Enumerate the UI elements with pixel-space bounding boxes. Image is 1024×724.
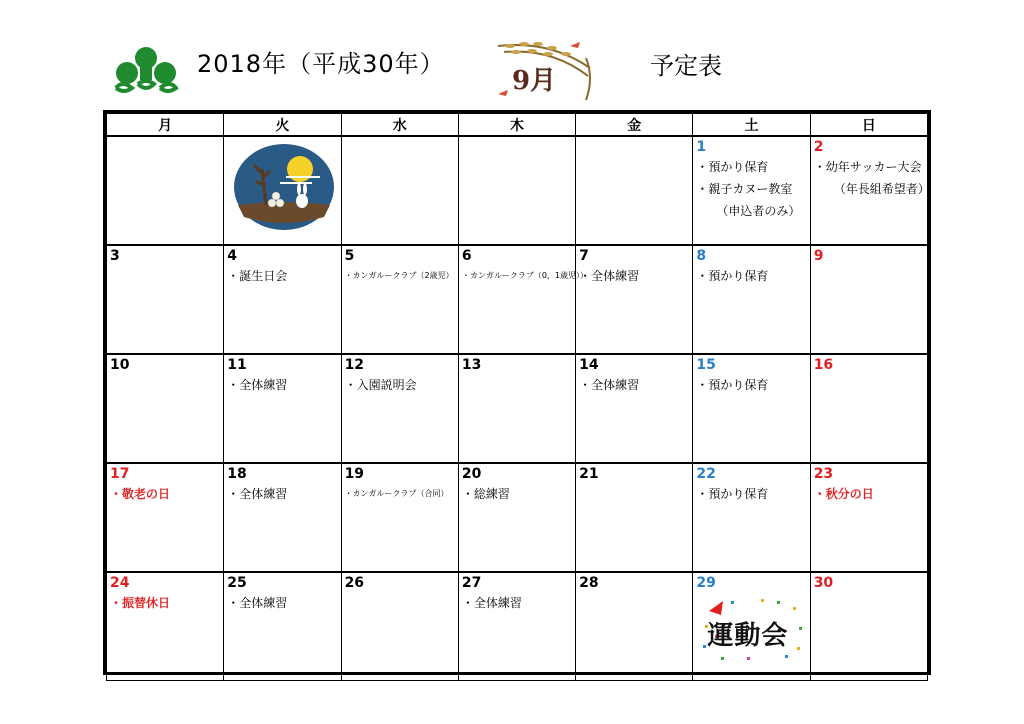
sports-day-badge bbox=[701, 595, 805, 665]
day-number: 24 bbox=[110, 575, 130, 591]
day-number: 3 bbox=[110, 248, 120, 264]
week-row bbox=[107, 245, 928, 354]
day-number: 27 bbox=[461, 575, 482, 591]
day-cell bbox=[341, 354, 458, 463]
weekday-wed: 水 bbox=[341, 114, 458, 137]
day-cell bbox=[693, 245, 810, 354]
day-cell bbox=[810, 245, 927, 354]
event-note: （申込者のみ） bbox=[716, 204, 801, 218]
event-item: ・総練習 bbox=[461, 487, 510, 501]
holiday-label: ・振替休日 bbox=[110, 596, 171, 610]
day-cell bbox=[576, 245, 693, 354]
day-number: 26 bbox=[344, 575, 365, 591]
weekday-tue: 火 bbox=[224, 114, 341, 137]
event-item: ・全体練習 bbox=[579, 269, 640, 283]
event-item: ・全体練習 bbox=[227, 378, 288, 392]
organization-logo bbox=[110, 44, 182, 96]
day-cell bbox=[107, 572, 224, 681]
day-number: 4 bbox=[227, 248, 238, 264]
event-item: ・カンガルークラブ（0，1歳児）） bbox=[461, 271, 589, 280]
day-cell bbox=[224, 572, 341, 681]
holiday-label: ・秋分の日 bbox=[813, 487, 874, 501]
day-number: 7 bbox=[579, 248, 589, 264]
event-item: ・預かり保育 bbox=[696, 160, 769, 174]
day-cell bbox=[224, 463, 341, 572]
day-cell bbox=[810, 463, 927, 572]
day-number: 29 bbox=[696, 575, 716, 591]
day-number: 10 bbox=[110, 357, 130, 373]
week-row bbox=[107, 463, 928, 572]
day-cell bbox=[341, 463, 458, 572]
day-cell-empty bbox=[107, 136, 224, 245]
day-number: 11 bbox=[227, 357, 247, 373]
week-row bbox=[107, 136, 928, 245]
day-cell bbox=[576, 463, 693, 572]
day-number: 23 bbox=[813, 466, 834, 482]
event-item: ・誕生日会 bbox=[227, 269, 288, 283]
day-number: 16 bbox=[813, 357, 834, 373]
month-label: 9月 bbox=[512, 66, 557, 96]
day-cell bbox=[693, 354, 810, 463]
event-item: ・入園説明会 bbox=[344, 378, 417, 392]
day-number: 25 bbox=[227, 575, 247, 591]
day-cell-empty bbox=[458, 136, 575, 245]
day-cell bbox=[458, 463, 575, 572]
weekday-sun: 日 bbox=[810, 114, 927, 137]
day-number: 1 bbox=[696, 139, 707, 155]
day-number: 28 bbox=[579, 575, 599, 591]
holiday-label: ・敬老の日 bbox=[110, 487, 171, 501]
day-cell bbox=[458, 245, 589, 354]
day-cell bbox=[810, 354, 927, 463]
weekday-fri: 金 bbox=[576, 114, 693, 137]
event-note: （年長組希望者） bbox=[833, 182, 930, 196]
day-cell bbox=[693, 463, 810, 572]
event-item: ・全体練習 bbox=[461, 596, 522, 610]
day-cell bbox=[693, 572, 810, 681]
event-item: ・預かり保育 bbox=[696, 269, 769, 283]
day-cell bbox=[693, 136, 810, 245]
day-cell bbox=[576, 354, 693, 463]
day-cell bbox=[458, 354, 575, 463]
day-cell bbox=[224, 354, 341, 463]
day-cell-empty bbox=[576, 136, 693, 245]
day-cell bbox=[810, 572, 927, 681]
day-cell bbox=[810, 136, 930, 245]
event-item: ・カンガルークラブ（2歳児） bbox=[344, 271, 454, 280]
day-cell-empty bbox=[224, 136, 341, 245]
day-number: 6 bbox=[461, 248, 472, 264]
day-number: 5 bbox=[344, 248, 355, 264]
event-item: ・全体練習 bbox=[227, 596, 288, 610]
day-cell bbox=[107, 245, 224, 354]
day-number: 12 bbox=[344, 357, 365, 373]
event-item: ・幼年サッカー大会 bbox=[813, 160, 922, 174]
day-cell-empty bbox=[341, 136, 458, 245]
day-cell bbox=[576, 572, 693, 681]
day-number: 20 bbox=[461, 466, 482, 482]
day-number: 13 bbox=[461, 357, 482, 373]
event-item: ・預かり保育 bbox=[696, 378, 769, 392]
schedule-title: 予定表 bbox=[650, 52, 722, 80]
day-cell bbox=[341, 245, 458, 354]
day-cell bbox=[107, 354, 224, 463]
day-number: 22 bbox=[696, 466, 716, 482]
day-number: 15 bbox=[696, 357, 716, 373]
day-cell bbox=[341, 572, 458, 681]
day-number: 30 bbox=[813, 575, 834, 591]
event-item: ・親子カヌー教室 bbox=[696, 182, 793, 196]
day-number: 21 bbox=[579, 466, 599, 482]
day-number: 17 bbox=[110, 466, 130, 482]
week-row bbox=[107, 572, 928, 681]
day-cell bbox=[458, 572, 575, 681]
event-item: ・カンガルークラブ（合同） bbox=[344, 489, 449, 498]
day-cell bbox=[224, 245, 341, 354]
weekday-mon: 月 bbox=[107, 114, 224, 137]
day-number: 2 bbox=[813, 139, 824, 155]
day-number: 19 bbox=[344, 466, 365, 482]
weekday-sat: 土 bbox=[693, 114, 810, 137]
event-item: ・全体練習 bbox=[227, 487, 288, 501]
calendar-year-title: 2018年（平成30年） bbox=[197, 50, 445, 78]
week-row bbox=[107, 354, 928, 463]
weekday-header-row bbox=[107, 114, 928, 137]
day-number: 9 bbox=[813, 248, 824, 264]
day-cell bbox=[107, 463, 224, 572]
weekday-thu: 木 bbox=[458, 114, 575, 137]
calendar-grid bbox=[103, 110, 931, 675]
day-number: 18 bbox=[227, 466, 247, 482]
sports-day-label: 運動会 bbox=[707, 621, 789, 651]
event-item: ・預かり保育 bbox=[696, 487, 769, 501]
day-number: 8 bbox=[696, 248, 707, 264]
event-item: ・全体練習 bbox=[579, 378, 640, 392]
day-number: 14 bbox=[579, 357, 599, 373]
moon-viewing-icon bbox=[232, 143, 336, 231]
month-badge bbox=[490, 38, 602, 106]
